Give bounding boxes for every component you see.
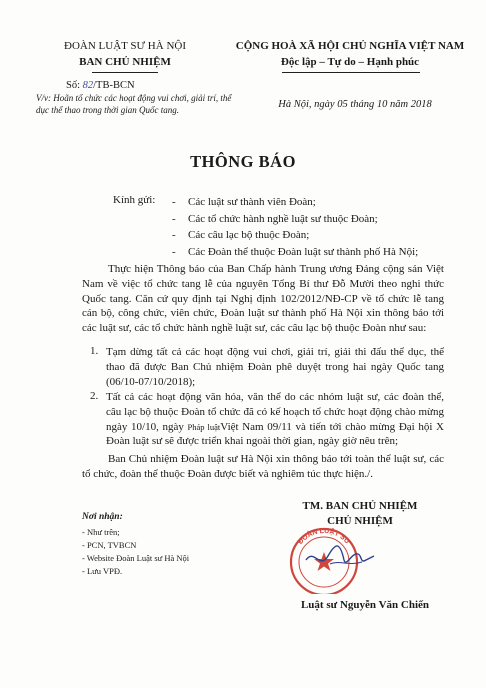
body-paragraph-closing: Ban Chủ nhiệm Đoàn luật sư Hà Nội xin thông báo tới toàn thể luật sư, các tổ chức, đoàn thể thuộc Đoàn được biết và nghiêm túc thực hiện./. [82, 453, 444, 480]
national-motto: Độc lập – Tự do – Hạnh phúc [280, 56, 420, 68]
document-subject: V/v: Hoãn tổ chức các hoạt động vui chơi, giải trí, thể dục thể thao trong thời gian Quốc tang. [36, 93, 232, 115]
signature-icon [300, 530, 380, 580]
signature-org: TM. BAN CHỦ NHIỆM [302, 500, 418, 512]
nation-name: CỘNG HOÀ XÃ HỘI CHỦ NGHĨA VIỆT NAM [235, 40, 465, 52]
receiver-item: - Lưu VPĐ. [82, 566, 123, 576]
doc-number-suffix: /TB-BCN [93, 80, 135, 91]
recipient-item: - Các câu lạc bộ thuộc Đoàn; [172, 229, 310, 241]
recipient-item: - Các tổ chức hành nghề luật sư thuộc Đoàn; [172, 212, 378, 225]
receiver-item: - PCN, TVBCN [82, 540, 137, 550]
receivers-list [82, 526, 189, 578]
motto-underline [282, 72, 420, 73]
document-title: THÔNG BÁO [190, 152, 296, 171]
seal-text: ĐOÀN LUẬT SƯ [296, 527, 351, 546]
list-item-suspend-activities: Tạm dừng tất cả các hoạt động vui chơi, giải trí, giải thi đấu thể dục, thể thao đã được Ban Chủ nhiệm Đoàn phê duyệt trong hai ngày Quốc tang (06/10-07/10/2018); [106, 346, 444, 388]
org-name: ĐOÀN LUẬT SƯ HÀ NỘI [64, 40, 186, 52]
document-number [66, 80, 135, 91]
recipients-list [172, 194, 418, 260]
org-department: BAN CHỦ NHIỆM [79, 56, 171, 68]
list-number: 2. [90, 390, 99, 402]
doc-number-handwritten: 82 [82, 80, 94, 91]
doc-number-prefix: Số: [66, 80, 81, 91]
signature-position: CHỦ NHIỆM [327, 515, 393, 527]
recipient-item: - Các luật sư thành viên Đoàn; [172, 196, 316, 208]
body-paragraph-intro: Thực hiện Thông báo của Ban Chấp hành Trung ương Đảng cộng sản Việt Nam về việc tổ chức tang lễ của nguyên Tổng Bí thư Đỗ Mười theo nghi thức Quốc tang. Căn cứ quy định tại Nghị định 102/2012/NĐ-CP về tổ chức lễ tang cán bộ, công chức, viên chức, Đoàn luật sư thành phố Hà Nội xin thông báo tới các luật sư, các tổ chức hành nghề luật sư, các câu lạc bộ thuộc Đoàn như sau: [82, 263, 444, 335]
org-underline [92, 72, 158, 73]
receiver-item: - Website Đoàn Luật sư Hà Nội [82, 553, 190, 563]
receiver-item: - Như trên; [82, 527, 120, 537]
recipient-item: - Các Đoàn thể thuộc Đoàn luật sư thành phố Hà Nội; [172, 245, 419, 258]
signer-name: Luật sư Nguyễn Văn Chiến [300, 599, 430, 611]
list-number: 1. [90, 345, 99, 357]
receivers-label: Nơi nhận: [82, 512, 123, 522]
place-date: Hà Nội, ngày 05 tháng 10 năm 2018 [278, 99, 432, 110]
recipients-label: Kính gửi: [113, 194, 156, 206]
list-item-cultural-activities: Tất cả các hoạt động văn hóa, văn thể do các nhóm luật sư, các đoàn thể, câu lạc bộ thuộc Đoàn tổ chức đã có kế hoạch tổ chức hoạt động chào mừng ngày 10/10, ngày Pháp luậtViệt Nam 09/11 và tiến tới chào mừng Đại hội X Đoàn luật sư sẽ được triển khai ngoài thời gian, ngày giờ nêu trên; [106, 391, 445, 448]
